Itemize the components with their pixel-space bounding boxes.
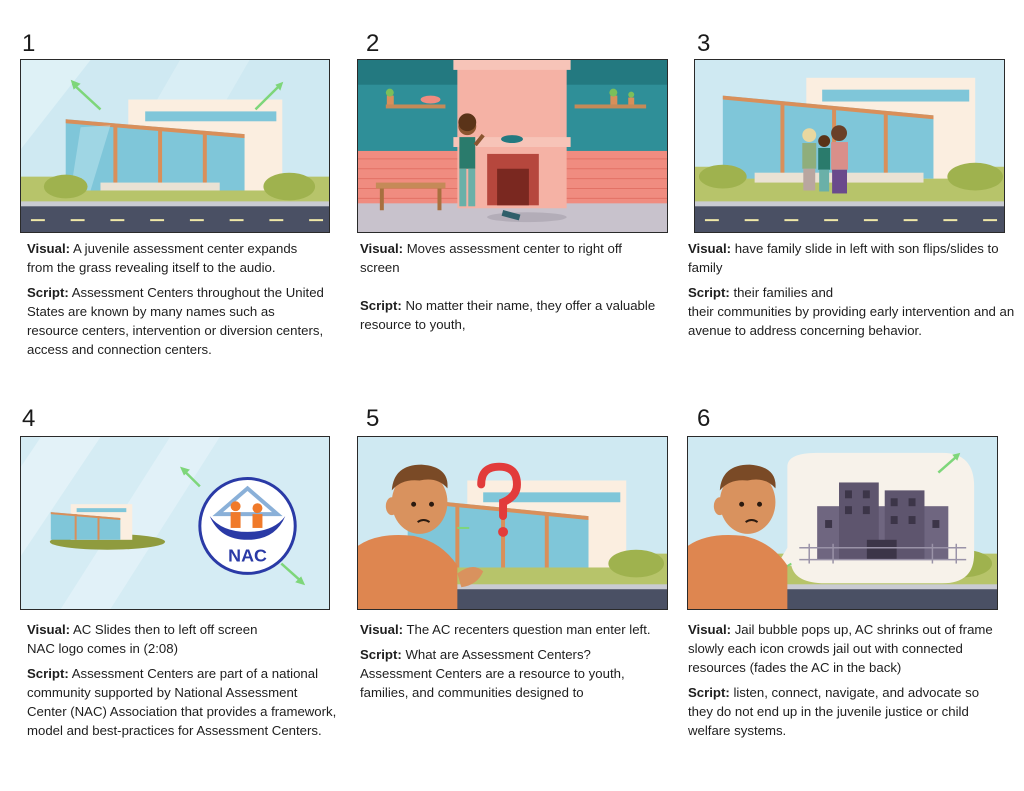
script-label: Script: xyxy=(27,285,69,300)
panel-number: 2 xyxy=(366,30,380,57)
nac-logo-scene xyxy=(21,437,329,609)
panel-caption-5 xyxy=(360,620,660,702)
script-text: Assessment Centers are part of a national community supported by National Assessment Center (NAC) Association that provides a framework, model and best-practices for Assessment Centers. xyxy=(27,666,337,738)
script-text: No matter their name, they offer a valuable resource to youth, xyxy=(360,298,656,332)
panel-number: 5 xyxy=(366,405,380,432)
script-text: Assessment Centers throughout the United States are known by many names such as resource centers, intervention or diversion centers, access and connection centers. xyxy=(27,285,324,357)
storyboard-frame-5 xyxy=(357,436,668,610)
panel-number: 1 xyxy=(22,30,36,57)
visual-description: have family slide in left with son flips/slides to family xyxy=(688,241,999,275)
visual-label: Visual: xyxy=(27,241,71,256)
script-label: Script: xyxy=(360,647,402,662)
visual-label: Visual: xyxy=(688,622,732,637)
panel-caption-4 xyxy=(27,620,339,740)
script-label: Script: xyxy=(688,285,730,300)
visual-description: AC Slides then to left off screen NAC logo comes in (2:08) xyxy=(27,622,258,656)
script-label: Script: xyxy=(360,298,402,313)
visual-label: Visual: xyxy=(27,622,71,637)
storyboard-frame-2 xyxy=(357,59,668,233)
script-text: listen, connect, navigate, and advocate so they do not end up in the juvenile justice or child welfare systems. xyxy=(688,685,980,738)
visual-label: Visual: xyxy=(360,622,404,637)
interior-illustration xyxy=(358,60,667,232)
script-label: Script: xyxy=(27,666,69,681)
visual-label: Visual: xyxy=(688,241,732,256)
panel-caption-6 xyxy=(688,620,1006,740)
visual-label: Visual: xyxy=(360,241,404,256)
storyboard-frame-4 xyxy=(20,436,330,610)
panel-number: 3 xyxy=(697,30,711,57)
panel-number: 4 xyxy=(22,405,36,432)
script-text: their families and their communities by providing early intervention and an avenue to address concerning behavior. xyxy=(688,285,1015,338)
script-text: What are Assessment Centers? Assessment Centers are a resource to youth, families, and communities designed to xyxy=(360,647,625,700)
family-illustration xyxy=(695,60,1004,232)
visual-description: The AC recenters question man enter left. xyxy=(406,622,651,637)
visual-description: Jail bubble pops up, AC shrinks out of frame slowly each icon crowds jail out with connected resources (fades the AC in the back) xyxy=(688,622,993,675)
nac-logo-text: NAC xyxy=(228,545,267,566)
panel-number: 6 xyxy=(697,405,711,432)
visual-description: A juvenile assessment center expands from the grass revealing itself to the audio. xyxy=(27,241,298,275)
visual-description: Moves assessment center to right off screen xyxy=(360,241,622,275)
panel-caption-2 xyxy=(360,239,660,334)
storyboard-frame-1 xyxy=(20,59,330,233)
jail-bubble-illustration xyxy=(688,437,997,609)
script-label: Script: xyxy=(688,685,730,700)
panel-caption-3 xyxy=(688,239,1016,340)
assessment-center-illustration xyxy=(21,60,329,232)
question-man-illustration xyxy=(358,437,667,609)
storyboard-frame-3 xyxy=(694,59,1005,233)
panel-caption-1 xyxy=(27,239,327,359)
storyboard-frame-6 xyxy=(687,436,998,610)
